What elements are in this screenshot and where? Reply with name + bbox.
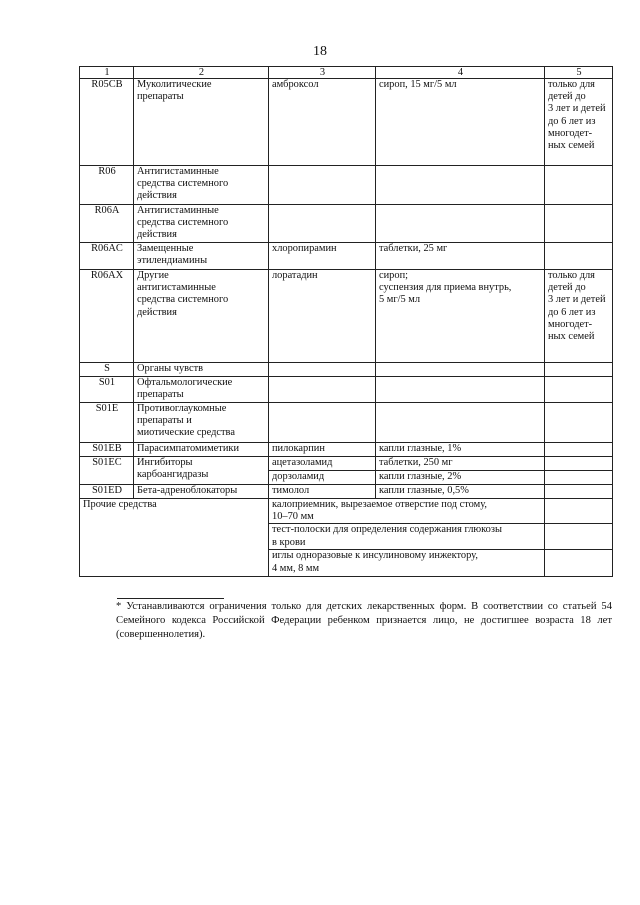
row-note — [545, 243, 613, 270]
table-row — [80, 443, 613, 457]
header-cell-4: 4 — [376, 67, 545, 79]
row-note — [545, 363, 613, 377]
row-form: сироп; суспензия для приема внутрь, 5 мг/5 мл — [376, 270, 545, 363]
table-row — [80, 166, 613, 205]
drug-table — [79, 66, 613, 577]
table-row — [80, 243, 613, 270]
row-note — [545, 166, 613, 205]
row-code: S — [80, 363, 134, 377]
row-note: только для детей до 3 лет и детей до 6 лет из многодет- ных семей — [545, 270, 613, 363]
row-note — [545, 457, 613, 471]
row-drug: амброксол — [269, 79, 376, 166]
row-drug: дорзоламид — [269, 471, 376, 485]
table-row — [80, 485, 613, 499]
other-means-item: тест-полоски для определения содержания глюкозы в крови — [269, 524, 545, 550]
row-form — [376, 403, 545, 443]
row-drug — [269, 205, 376, 243]
row-code: R06A — [80, 205, 134, 243]
row-form — [376, 205, 545, 243]
row-form: капли глазные, 0,5% — [376, 485, 545, 499]
table-row — [80, 79, 613, 166]
row-note — [545, 205, 613, 243]
footnote: * Устанавливаются ограничения только для детских лекарственных форм. В соответствии со статьей 54 Семейного кодекса Российской Федерации ребенком признается лицо, не достигшее возраста 18 лет (совершеннолетия). — [116, 601, 612, 640]
row-form: таблетки, 250 мг — [376, 457, 545, 471]
row-note — [545, 550, 613, 577]
row-code: R06AC — [80, 243, 134, 270]
other-means-item: калоприемник, вырезаемое отверстие под стому, 10–70 мм — [269, 499, 545, 524]
table-row — [80, 403, 613, 443]
table-row — [80, 363, 613, 377]
table-header-row — [80, 67, 613, 79]
table-row — [80, 205, 613, 243]
header-cell-3: 3 — [269, 67, 376, 79]
row-drug — [269, 377, 376, 403]
row-code: S01EB — [80, 443, 134, 457]
row-group: Другие антигистаминные средства системного действия — [134, 270, 269, 363]
other-means-item: иглы одноразовые к инсулиновому инжектору, 4 мм, 8 мм — [269, 550, 545, 577]
row-code: S01 — [80, 377, 134, 403]
header-cell-5: 5 — [545, 67, 613, 79]
row-code: S01EC — [80, 457, 134, 485]
row-drug — [269, 166, 376, 205]
row-note — [545, 499, 613, 524]
row-form — [376, 363, 545, 377]
header-cell-1: 1 — [80, 67, 134, 79]
row-drug: пилокарпин — [269, 443, 376, 457]
row-drug: хлоропирамин — [269, 243, 376, 270]
row-form — [376, 166, 545, 205]
row-form: сироп, 15 мг/5 мл — [376, 79, 545, 166]
drug-table-body — [80, 67, 613, 577]
row-group: Парасимпатомиметики — [134, 443, 269, 457]
row-drug — [269, 363, 376, 377]
page-number: 18 — [313, 44, 327, 59]
table-row — [80, 377, 613, 403]
row-code: S01E — [80, 403, 134, 443]
row-note — [545, 524, 613, 550]
row-group: Органы чувств — [134, 363, 269, 377]
row-form: капли глазные, 2% — [376, 471, 545, 485]
row-note — [545, 377, 613, 403]
table-row — [80, 457, 613, 471]
row-drug: лоратадин — [269, 270, 376, 363]
row-group: Ингибиторы карбоангидразы — [134, 457, 269, 485]
row-code: R06AX — [80, 270, 134, 363]
row-group: Муколитические препараты — [134, 79, 269, 166]
row-drug: тимолол — [269, 485, 376, 499]
row-note — [545, 485, 613, 499]
row-form — [376, 377, 545, 403]
other-means-label: Прочие средства — [80, 499, 269, 577]
row-note: только для детей до 3 лет и детей до 6 лет из многодет- ных семей — [545, 79, 613, 166]
row-note — [545, 443, 613, 457]
row-drug — [269, 403, 376, 443]
row-code: R05CB — [80, 79, 134, 166]
table-row — [80, 270, 613, 363]
row-form: капли глазные, 1% — [376, 443, 545, 457]
row-form: таблетки, 25 мг — [376, 243, 545, 270]
row-code: S01ED — [80, 485, 134, 499]
row-code: R06 — [80, 166, 134, 205]
row-group: Антигистаминные средства системного действия — [134, 166, 269, 205]
row-group: Противоглаукомные препараты и миотические средства — [134, 403, 269, 443]
table-row — [80, 499, 613, 524]
footnote-divider — [117, 598, 224, 599]
row-drug: ацетазоламид — [269, 457, 376, 471]
row-note — [545, 403, 613, 443]
row-group: Антигистаминные средства системного действия — [134, 205, 269, 243]
row-group: Офтальмологические препараты — [134, 377, 269, 403]
row-note — [545, 471, 613, 485]
row-group: Замещенные этилендиамины — [134, 243, 269, 270]
header-cell-2: 2 — [134, 67, 269, 79]
row-group: Бета-адреноблокаторы — [134, 485, 269, 499]
